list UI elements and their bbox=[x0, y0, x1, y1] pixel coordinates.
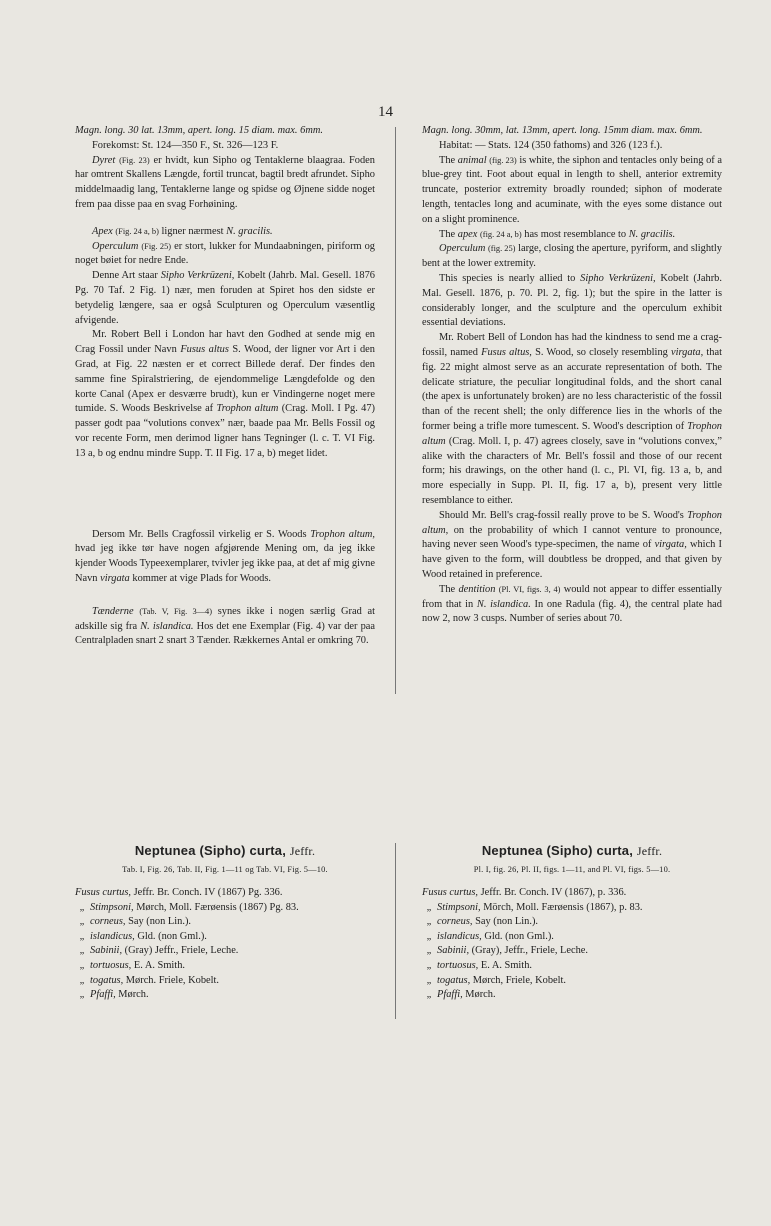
species-name: Fusus altus, bbox=[481, 346, 532, 358]
synonym-name: islandicus, bbox=[437, 930, 482, 942]
synonym-row bbox=[422, 886, 722, 901]
ditto-mark: „ bbox=[426, 945, 433, 957]
paragraph-text: synes ikke i nogen særlig Grad at adskille sig fra bbox=[75, 605, 375, 632]
synonym-row bbox=[75, 959, 375, 974]
animal-paragraph bbox=[422, 154, 722, 228]
paragraph-text: would not appear to differ essentially from that in bbox=[422, 583, 722, 610]
ditto-mark: „ bbox=[426, 989, 433, 1001]
synonym-row bbox=[75, 930, 375, 945]
synonym-citation: Mørch, Moll. Færøensis (1867) Pg. 83. bbox=[133, 901, 299, 913]
synonym-citation: E. A. Smith. bbox=[131, 959, 185, 971]
measurements: Magn. long. 30 lat. 13mm, apert. long. 15 diam. max. 6mm. bbox=[75, 125, 323, 136]
paragraph-text: that fig. 22 might almost serve as an accurate representation of both. The delicate striature, the peculiar longitudinal folds, and the short canal (the apex is unfortunately broken) are no less characteristic of the fossil than of the recent shell; the only difference lies in the whorls of the former being a trifle more tumescent. S. Wood's description of bbox=[422, 346, 722, 432]
comparison-paragraph bbox=[422, 272, 722, 331]
paragraph-text: The bbox=[439, 228, 456, 240]
figure-ref: (Tab. V, Fig. 3—4) bbox=[139, 606, 212, 616]
synonym-name: Pfaffi, bbox=[437, 989, 463, 1001]
paragraph-text: S. Wood, der ligner vor Art i den Grad, at Fig. 22 næsten er et correct Billede deraf. Der findes den samme fine Spiralstriering, de ejendommelige Længdefolde og den korte Canal (Apex er desværre brudt), kun er Vindingerne noget mere tumide. S. Woods Beskrivelse af bbox=[75, 344, 375, 415]
paragraph-text: (Crag. Moll. I Pg. 47) passer godt paa “volutions convex” nær, baade paa Mr. Bells Fossil og vor recente Form, men derimod ligner hans Tegninger (l. c. T. VI Fig. 13 a, b og endnu mindre Supp. T. II Fig. 17 a, b) meget lidet. bbox=[75, 403, 375, 459]
synonym-row bbox=[75, 974, 375, 989]
term: animal bbox=[457, 154, 487, 166]
term: Dyret bbox=[92, 154, 116, 166]
term: Tænderne bbox=[92, 605, 134, 617]
synonym-citation: Mørch. bbox=[462, 989, 496, 1001]
species-name: N. islandica. bbox=[140, 620, 194, 632]
paragraph-text: large, closing the aperture, pyriform, and slightly bent at the lower extremity. bbox=[422, 243, 722, 270]
paragraph-text: Kobelt (Jahrb. Mal. Gesell. 1876 Pg. 70 Taf. 2 Fig. 1) nær, men foruden at Spiret hos den sidste er betydelig længere, saa er også Sculpturen og Operculum væsentlig afvigende. bbox=[75, 270, 375, 326]
synonym-name: Stimpsoni, bbox=[90, 901, 134, 913]
synonym-name: corneus, bbox=[90, 916, 126, 928]
paragraph-text: In one Radula (fig. 4), the central plate had now 2, now 3 cusps. Number of series about 70. bbox=[422, 598, 722, 625]
synonym-citation: Mørch, Friele, Kobelt. bbox=[470, 974, 567, 986]
ditto-mark: „ bbox=[79, 945, 86, 957]
species-name: Trophon altum, bbox=[310, 528, 375, 540]
species-name: virgata bbox=[100, 572, 130, 584]
ditto-mark: „ bbox=[426, 901, 433, 913]
synonym-citation: Say (non Lin.). bbox=[125, 916, 192, 928]
paragraph-text: Kobelt (Jahrb. Mal. Gesell. 1876, p. 70. Pl. 2, fig. 1); but the spire in the latter is considerably longer, and the sculpture and the operculum exhibit essential deviations. bbox=[422, 272, 722, 329]
synonym-name: Pfaffi, bbox=[90, 989, 116, 1001]
paragraph-text: Mr. Robert Bell i London har havt den Godhed at sende mig en Crag Fossil under Navn bbox=[75, 329, 375, 356]
page-number: 14 bbox=[378, 104, 393, 120]
species-name: Sipho Verkrüzeni, bbox=[160, 270, 235, 282]
species-name: Trophon altum bbox=[216, 403, 279, 415]
synonym-row bbox=[75, 988, 375, 1003]
species-author: Jeffr. bbox=[636, 844, 663, 858]
fossil-paragraph bbox=[75, 328, 375, 461]
ditto-mark: „ bbox=[79, 974, 86, 986]
measurements: Magn. long. 30mm, lat. 13mm, apert. long. 15mm diam. max. 6mm. bbox=[422, 125, 703, 136]
paragraph-text: Dersom Mr. Bells Cragfossil virkelig er S. Woods bbox=[92, 528, 307, 540]
paragraph-text: has most resemblance to bbox=[524, 228, 627, 240]
section-title bbox=[422, 843, 722, 859]
synonym-name: togatus, bbox=[90, 974, 124, 986]
synonym-citation: Jeffr. Br. Conch. IV (1867) Pg. 336. bbox=[131, 887, 283, 898]
synonym-name: Stimpsoni, bbox=[437, 901, 481, 913]
operculum-paragraph bbox=[75, 240, 375, 270]
term: dentition bbox=[458, 583, 496, 595]
paragraph-text: The bbox=[439, 154, 456, 166]
right-column bbox=[422, 124, 722, 627]
synonym-name: Sabinii, bbox=[90, 945, 123, 957]
column-divider bbox=[395, 127, 396, 694]
synonym-name: togatus, bbox=[437, 974, 471, 986]
paragraph-text: which I have given to the form, will doubtless be dropped, and that given by Wood retained in preference. bbox=[422, 539, 723, 580]
dentition-paragraph bbox=[422, 583, 722, 627]
paragraph-text: on the probability of which I cannot venture to pronounce, having never seen Wood's type-specimen, the name of bbox=[422, 524, 722, 551]
ditto-mark: „ bbox=[79, 916, 86, 928]
ditto-mark: „ bbox=[79, 930, 86, 942]
synonym-name: tortuosus, bbox=[437, 959, 479, 971]
ditto-mark: „ bbox=[426, 930, 433, 942]
ditto-mark: „ bbox=[426, 974, 433, 986]
figure-ref: (fig. 24 a, b) bbox=[480, 229, 522, 239]
synonym-name: corneus, bbox=[437, 916, 473, 928]
naming-paragraph bbox=[422, 509, 722, 583]
plate-references: Tab. I, Fig. 26, Tab. II, Fig. 1—11 og Tab. VI, Fig. 5—10. bbox=[122, 865, 328, 874]
ditto-mark: „ bbox=[426, 959, 433, 971]
synonym-citation: Gld. (non Gml.). bbox=[481, 930, 554, 942]
species-name: virgata, bbox=[671, 346, 704, 358]
ditto-mark: „ bbox=[79, 989, 86, 1001]
synonym-citation: Mørch. Friele, Kobelt. bbox=[123, 974, 220, 986]
apex-paragraph bbox=[422, 228, 722, 243]
synonym-name: Sabinii, bbox=[437, 945, 470, 957]
animal-paragraph bbox=[75, 154, 375, 213]
figure-ref: (Fig. 23) bbox=[119, 155, 150, 165]
synonym-citation: E. A. Smith. bbox=[478, 959, 532, 971]
paragraph-text: Denne Art staar bbox=[92, 270, 158, 282]
synonym-row bbox=[75, 901, 375, 916]
synonym-citation: (Gray), Jeffr., Friele, Leche. bbox=[469, 945, 589, 957]
paragraph-text: Mr. Robert Bell of London has had the kindness to send me a crag-fossil, named bbox=[422, 332, 722, 358]
synonym-row bbox=[422, 959, 722, 974]
synonym-name: islandicus, bbox=[90, 930, 135, 942]
paragraph-text: er stort, lukker for Mundaabningen, piriform og noget bøiet for nedre Ende. bbox=[75, 240, 375, 267]
synonym-name: Fusus curtus, bbox=[422, 887, 478, 898]
operculum-paragraph bbox=[422, 242, 722, 272]
figure-ref: (Fig. 24 a, b) bbox=[115, 226, 159, 236]
synonym-list bbox=[75, 886, 375, 1003]
synonym-row bbox=[75, 915, 375, 930]
paragraph-text: ligner nærmest bbox=[161, 225, 224, 237]
term: apex bbox=[457, 228, 478, 240]
ditto-mark: „ bbox=[79, 901, 86, 913]
figure-ref: (fig. 25) bbox=[488, 244, 516, 254]
comparison-paragraph bbox=[75, 269, 375, 328]
occurrence: Forekomst: St. 124—350 F., St. 326—123 F. bbox=[92, 139, 279, 151]
synonym-citation: Mørch. bbox=[115, 989, 149, 1001]
paragraph-text: kommer at vige Plads for Woods. bbox=[132, 572, 272, 584]
paragraph-text: hvad jeg ikke tør have nogen afgjørende Mening om, da jeg ikke kjender Woods Typeexemplarer, tvivler jeg ikke paa, at det af mig givne Navn bbox=[75, 543, 375, 584]
figure-ref: (Pl. VI, figs. 3, 4) bbox=[498, 584, 561, 594]
species-title: Neptunea (Sipho) curta, bbox=[134, 843, 287, 858]
synonym-name: Fusus curtus, bbox=[75, 887, 131, 898]
synonym-row bbox=[422, 988, 722, 1003]
fossil-paragraph bbox=[422, 331, 722, 509]
dentition-paragraph bbox=[75, 605, 375, 649]
species-name: N. gracilis. bbox=[226, 225, 273, 237]
term: Apex bbox=[92, 225, 113, 237]
species-title: Neptunea (Sipho) curta, bbox=[481, 843, 634, 858]
synonym-citation: Say (non Lin.). bbox=[472, 916, 539, 928]
paragraph-text: Hos det ene Exemplar (Fig. 4) var der paa Centralpladen snart 2 snart 3 Tænder. Rækkernes Antal er omkring 70. bbox=[75, 620, 375, 647]
species-author: Jeffr. bbox=[289, 844, 316, 858]
paragraph-text: is white, the siphon and tentacles only being of a blue-grey tint. Foot about equal in length to shell, anterior extremity truncate, posterior extremity broadly rounded; siphon of moderate length, tentacles long and acuminate, with the eyes some distance out on a slight prominence. bbox=[422, 154, 722, 225]
habitat: Habitat: — Stats. 124 (350 fathoms) and 326 (123 f.). bbox=[439, 139, 663, 151]
synonym-name: tortuosus, bbox=[90, 959, 132, 971]
paragraph-text: S. Wood, so closely resembling bbox=[535, 346, 668, 358]
section-title bbox=[75, 843, 375, 859]
synonym-citation: Gld. (non Gml.). bbox=[134, 930, 207, 942]
ditto-mark: „ bbox=[426, 916, 433, 928]
species-name: Sipho Verkrüzeni, bbox=[580, 272, 656, 284]
synonym-row bbox=[75, 944, 375, 959]
column-divider bbox=[395, 843, 396, 1019]
paragraph-text: Should Mr. Bell's crag-fossil really prove to be S. Wood's bbox=[439, 509, 684, 521]
synonym-citation: (Gray) Jeffr., Friele, Leche. bbox=[122, 945, 239, 957]
synonym-citation: Jeffr. Br. Conch. IV (1867), p. 336. bbox=[478, 887, 627, 898]
synonym-list bbox=[422, 886, 722, 1003]
species-name: Trophon altum bbox=[422, 420, 722, 447]
species-section-left bbox=[75, 843, 375, 1003]
apex-paragraph bbox=[75, 225, 375, 240]
synonym-row bbox=[422, 901, 722, 916]
paragraph-text: This species is nearly allied to bbox=[439, 272, 576, 284]
species-section-right bbox=[422, 843, 722, 1003]
synonym-row bbox=[75, 886, 375, 901]
species-name: virgata, bbox=[654, 539, 687, 551]
ditto-mark: „ bbox=[79, 959, 86, 971]
synonym-row bbox=[422, 930, 722, 945]
synonym-row bbox=[422, 974, 722, 989]
figure-ref: (Fig. 25) bbox=[141, 241, 172, 251]
synonym-citation: Mörch, Moll. Færøensis (1867), p. 83. bbox=[480, 901, 643, 913]
figure-ref: (fig. 23) bbox=[489, 155, 517, 165]
paragraph-text: (Crag. Moll. I, p. 47) agrees closely, save in “volutions convex,” alike with the characters of Mr. Bell's fossil and those of our recent form; his drawings, on the other hand (l. c., Pl. VI, fig. 13 a, b, and more especially in Supp. Pl. II, fig. 17 a, b), present very little resemblance to either. bbox=[422, 435, 722, 506]
species-name: N. islandica. bbox=[476, 598, 531, 610]
plate-references: Pl. I, fig. 26, Pl. II, figs. 1—11, and Pl. VI, figs. 5—10. bbox=[473, 865, 671, 874]
synonym-row bbox=[422, 915, 722, 930]
species-name: Fusus altus bbox=[180, 344, 229, 356]
naming-paragraph bbox=[75, 528, 375, 587]
term: Operculum bbox=[92, 240, 139, 252]
term: Operculum bbox=[439, 243, 486, 255]
paragraph-text: The bbox=[439, 583, 456, 595]
species-name: N. gracilis. bbox=[628, 228, 676, 240]
synonym-row bbox=[422, 944, 722, 959]
paragraph-text: er hvidt, kun Sipho og Tentaklerne blaagraa. Foden har omtrent Skallens Længde, fortil truncat, bagtil bredt afrundet. Sipho middelmaadig lang, Tentaklerne lange og spidse og Øjnene sidde noget frem paa disse paa en svag Forhøining. bbox=[75, 154, 375, 210]
species-name: Trophon altum, bbox=[422, 509, 722, 536]
left-column bbox=[75, 124, 375, 649]
